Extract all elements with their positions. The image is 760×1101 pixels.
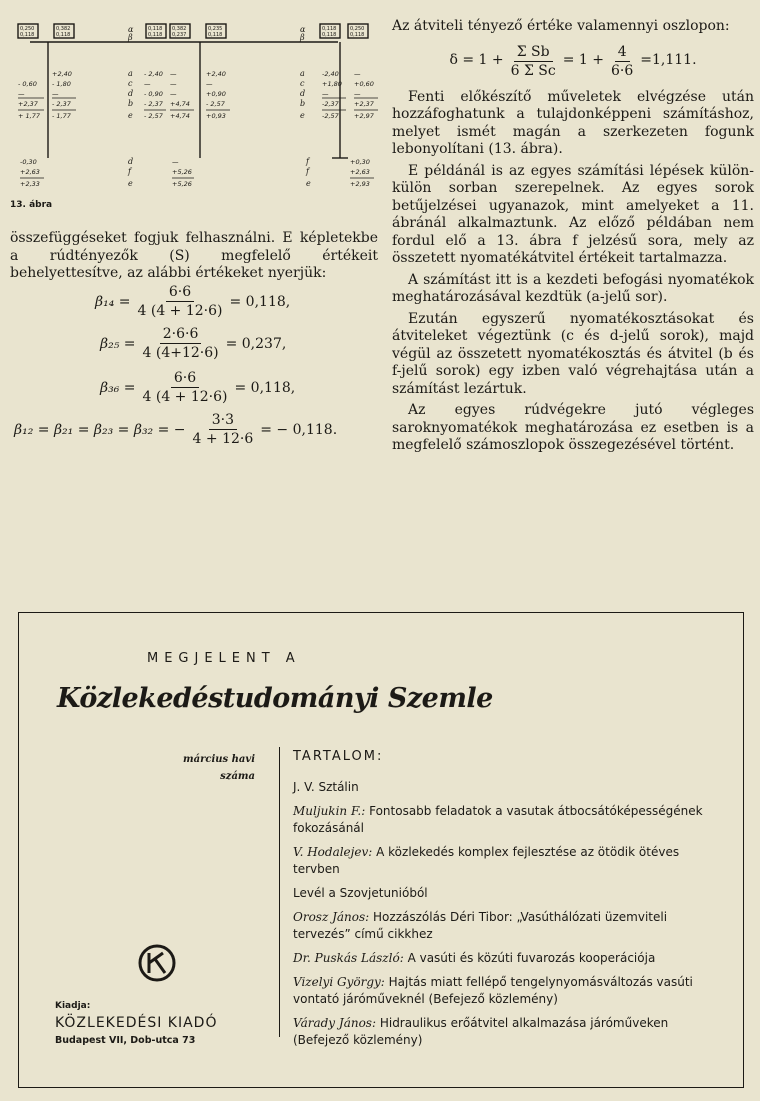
publisher-logo-icon [137, 943, 177, 983]
journal-title: Közlekedéstudományi Szemle [57, 683, 493, 714]
svg-text:—: — [354, 90, 361, 98]
svg-text:f: f [128, 167, 131, 176]
svg-text:0,118: 0,118 [20, 32, 35, 38]
toc-author: Vizelyi György: [293, 975, 385, 989]
svg-text:- 2,37: - 2,37 [52, 100, 71, 108]
formula-beta25: β₂₅ = $\frac{2\cdot 6\cdot 6}{4 (4+12\cdot 6)}$ = 0,237, [100, 326, 287, 361]
svg-text:—: — [52, 90, 59, 98]
svg-text:0,118: 0,118 [350, 32, 365, 38]
paragraph-4: Ezután egyszerű nyomatékosztásokat és átviteleket végeztünk (c és d-jelű sorok), majd végül az összetett nyomatékosztás és átvitel (b és f-jelű sorok) egy izben való végrehajtása után a számítást lezártuk. [392, 310, 754, 397]
left-paragraph: összefüggéseket fogjuk felhasználni. E képletekbe a rúdtényezők (S) megfelelő értékeit behelyettesítve, az alábbi értékeket nyerjük: [10, 230, 378, 281]
svg-text:- 2,57: - 2,57 [206, 100, 225, 108]
toc-title: Levél a Szovjetunióból [293, 886, 428, 900]
toc-author: Orosz János: [293, 910, 370, 924]
toc-item [293, 779, 725, 796]
svg-text:0,118: 0,118 [148, 32, 163, 38]
frame-diagram [10, 18, 382, 218]
svg-text:0,250: 0,250 [350, 26, 365, 32]
svg-text:b: b [128, 99, 134, 108]
svg-text:- 0,60: - 0,60 [18, 80, 37, 88]
formula-beta12: β₁₂ = β₂₁ = β₂₃ = β₃₂ = − $\frac{3\cdot 3}{4 + 12\cdot 6}$ = − 0,118. [14, 412, 338, 447]
svg-text:0,118: 0,118 [56, 32, 71, 38]
svg-text:+1,80: +1,80 [322, 80, 342, 88]
svg-text:+0,30: +0,30 [350, 158, 370, 166]
toc-title: Hozzászólás Déri Tibor: „Vasúthálózati üzemviteli tervezés” című cikkhez [293, 910, 668, 941]
svg-text:+2,93: +2,93 [350, 180, 370, 188]
figure-caption: 13. ábra [10, 200, 53, 210]
figure-13 [10, 18, 382, 218]
paragraph-2: E példánál is az egyes számítási lépések külön-külön sorban szerepelnek. Az egyes sorok betűjelzései ugyanazok, mint amelyeket a 11. ábránál alkalmaztunk. Az előző példában nem fordul elő a 13. ábra f jelzésű sora, mely az összetett nyomatékátvitel értékeit tartalmazza. [392, 162, 754, 266]
formula-beta14: β₁₄ = $\frac{6\cdot 6}{4 (4 + 12\cdot 6)}$ = 0,118, [95, 284, 291, 319]
svg-text:β: β [300, 33, 305, 42]
box-val: 0,250 [20, 26, 35, 32]
svg-text:- 0,90: - 0,90 [144, 90, 163, 98]
svg-text:e: e [300, 111, 305, 120]
svg-text:f: f [306, 167, 309, 176]
svg-text:+2,97: +2,97 [354, 112, 374, 120]
svg-text:c: c [300, 79, 305, 88]
svg-text:e: e [306, 179, 311, 188]
svg-text:a: a [300, 69, 305, 78]
svg-text:—: — [144, 80, 151, 88]
svg-text:+2,63: +2,63 [20, 168, 40, 176]
svg-text:- 2,40: - 2,40 [144, 70, 163, 78]
svg-text:+4,74: +4,74 [170, 112, 190, 120]
svg-text:+ 1,77: + 1,77 [18, 112, 40, 120]
svg-text:+2,40: +2,40 [206, 70, 226, 78]
toc-title: Hajtás miatt fellépő tengelynyomásváltozás vasúti vontató járóműveknél (Befejező közlemény) [293, 975, 693, 1006]
svg-text:+2,63: +2,63 [350, 168, 370, 176]
toc-heading: TARTALOM: [293, 749, 384, 764]
svg-text:d: d [300, 89, 306, 98]
table-of-contents [293, 779, 725, 1056]
delta-formula: δ = 1 + $\frac{\text{Σ Sb}}{\text{6 Σ Sc}}$ = 1 + $\frac{4}{6\cdot 6}$ =1,111. [449, 43, 697, 79]
svg-text:+2,40: +2,40 [52, 70, 72, 78]
svg-text:b: b [300, 99, 306, 108]
svg-text:- 1,80: - 1,80 [52, 80, 71, 88]
toc-title: J. V. Sztálin [293, 780, 359, 794]
svg-text:-0,30: -0,30 [20, 158, 37, 166]
svg-text:0,382: 0,382 [56, 26, 71, 32]
svg-text:e: e [128, 179, 133, 188]
svg-text:+4,74: +4,74 [170, 100, 190, 108]
toc-item [293, 974, 725, 1008]
toc-author: V. Hodalejev: [293, 845, 373, 859]
svg-text:0,118: 0,118 [148, 26, 163, 32]
right-column [392, 18, 754, 459]
svg-text:-2,37: -2,37 [322, 100, 339, 108]
svg-text:0,118: 0,118 [322, 26, 337, 32]
paragraph-5: Az egyes rúdvégekre jutó végleges saroknyomatékok meghatározása ez esetben is a megfelelő számoszlopok összegezésével történt. [392, 402, 754, 453]
toc-item [293, 909, 725, 943]
paragraph-1: Fenti előkészítő műveletek elvégzése után hozzáfoghatunk a tulajdonképpeni számításhoz, melyet ismét magán a szerkezeten fogunk lebonyolítani (13. ábra). [392, 88, 754, 157]
toc-item [293, 1015, 725, 1049]
svg-text:—: — [206, 80, 213, 88]
svg-text:—: — [354, 70, 361, 78]
svg-text:- 2,57: - 2,57 [144, 112, 163, 120]
toc-item [293, 844, 725, 878]
svg-text:+0,93: +0,93 [206, 112, 226, 120]
svg-text:+2,33: +2,33 [20, 180, 40, 188]
svg-text:-2,57: -2,57 [322, 112, 339, 120]
svg-text:e: e [128, 111, 133, 120]
svg-text:d: d [128, 89, 134, 98]
toc-author: Dr. Puskás László: [293, 951, 404, 965]
svg-text:+0,60: +0,60 [354, 80, 374, 88]
publisher-block: Kiadja: KÖZLEKEDÉSI KIADÓ Budapest VII, Dob-utca 73 [55, 1001, 218, 1046]
toc-title: Fontosabb feladatok a vasutak átbocsátóképességének fokozásánál [293, 804, 703, 835]
svg-text:+0,90: +0,90 [206, 90, 226, 98]
svg-text:β: β [128, 33, 133, 42]
svg-text:—: — [170, 70, 177, 78]
svg-text:+2,37: +2,37 [354, 100, 374, 108]
svg-text:—: — [18, 90, 25, 98]
toc-item [293, 885, 725, 902]
svg-text:0,118: 0,118 [208, 32, 223, 38]
svg-text:f: f [306, 157, 309, 166]
toc-title: A vasúti és közúti fuvarozás kooperációja [403, 951, 656, 965]
svg-text:—: — [172, 158, 179, 166]
ad-announce: MEGJELENT A [147, 651, 301, 666]
svg-text:—: — [322, 90, 329, 98]
toc-title: Hidraulikus erőátvitel alkalmazása járóműveken (Befejező közlemény) [293, 1016, 669, 1047]
intro-line: Az átviteli tényező értéke valamennyi oszlopon: [392, 18, 730, 34]
svg-text:α: α [300, 25, 306, 34]
toc-author: Muljukin F.: [293, 804, 366, 818]
svg-text:c: c [128, 79, 133, 88]
svg-text:0,118: 0,118 [322, 32, 337, 38]
svg-text:0,237: 0,237 [172, 32, 187, 38]
svg-text:+5,26: +5,26 [172, 180, 192, 188]
toc-title: A közlekedés komplex fejlesztése az ötödik ötéves tervben [293, 845, 680, 876]
svg-text:—: — [170, 90, 177, 98]
svg-text:-2,40: -2,40 [322, 70, 339, 78]
svg-text:- 2,37: - 2,37 [144, 100, 163, 108]
toc-author: Várady János: [293, 1016, 377, 1030]
toc-item [293, 803, 725, 837]
advertisement-box [18, 612, 744, 1088]
svg-text:α: α [128, 25, 134, 34]
svg-text:- 1,77: - 1,77 [52, 112, 71, 120]
toc-item [293, 950, 725, 967]
svg-text:+2,37: +2,37 [18, 100, 38, 108]
svg-text:a: a [128, 69, 133, 78]
svg-text:d: d [128, 157, 134, 166]
issue-label: március havi száma [183, 754, 255, 782]
paragraph-3: A számítást itt is a kezdeti befogási nyomatékok meghatározásával kezdtük (a-jelű sor). [392, 271, 754, 305]
svg-text:—: — [170, 80, 177, 88]
svg-text:+5,26: +5,26 [172, 168, 192, 176]
svg-text:0,382: 0,382 [172, 26, 187, 32]
ad-divider [279, 747, 280, 1037]
formula-beta36: β₃₆ = $\frac{6\cdot 6}{4 (4 + 12\cdot 6)}$ = 0,118, [100, 370, 296, 405]
svg-text:0,235: 0,235 [208, 26, 223, 32]
